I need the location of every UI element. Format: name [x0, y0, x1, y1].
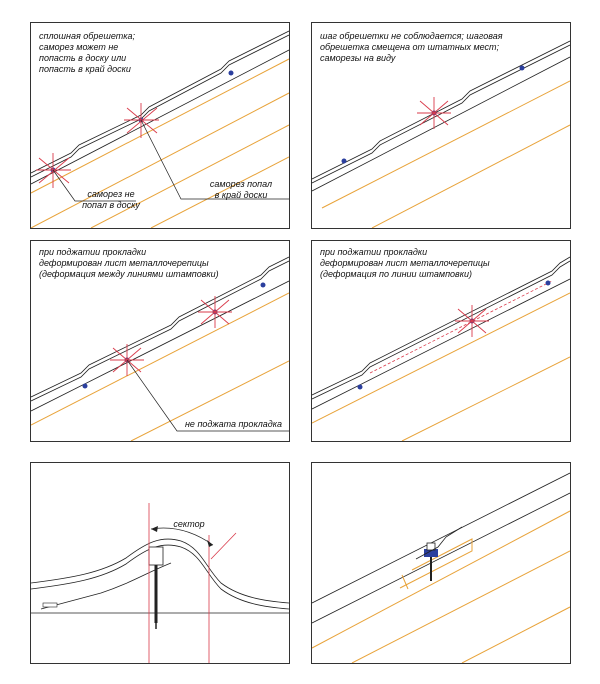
screw-3 [520, 66, 525, 71]
diagram-sector-detail [31, 463, 289, 663]
panel-batten-spacing [311, 22, 571, 229]
label-sector: сектор [173, 519, 205, 529]
label-screw-missed: саморез не попал в доску [82, 189, 140, 210]
screw-1 [358, 385, 363, 390]
panel-caption: при поджатии прокладки деформирован лист металлочерепицы (деформация между линиями штамповки) [39, 247, 219, 279]
cross-marker [417, 97, 451, 129]
screw-3 [229, 71, 234, 76]
screw-3 [546, 281, 551, 286]
diagram-screw-closeup [312, 463, 570, 663]
panel-caption: при поджатии прокладки деформирован лист металлочерепицы (деформация по линии штамповки) [320, 247, 490, 279]
panel-deform-between [30, 240, 290, 442]
panel-sector-detail [30, 462, 290, 664]
panel-deform-on-stamp [311, 240, 571, 442]
panel-solid-batten [30, 22, 290, 229]
panel-caption: шаг обрешетки не соблюдается; шаговая обрешетка смещена от штатных мест; саморезы на виду [320, 31, 503, 63]
label-gasket-not-compressed: не поджата прокладка [184, 419, 282, 429]
batten [400, 539, 472, 588]
cross-marker-2 [198, 296, 232, 328]
screw-1 [342, 159, 347, 164]
screw-4 [261, 283, 266, 288]
panel-caption: сплошная обрешетка; саморез может не попасть в доску или попасть в край доски [39, 31, 135, 74]
screw-1 [83, 384, 88, 389]
label-screw-edge: саморез попал в край доски [209, 179, 273, 200]
panel-screw-closeup [311, 462, 571, 664]
deformed-gasket [370, 281, 552, 373]
screw-head [149, 547, 163, 565]
